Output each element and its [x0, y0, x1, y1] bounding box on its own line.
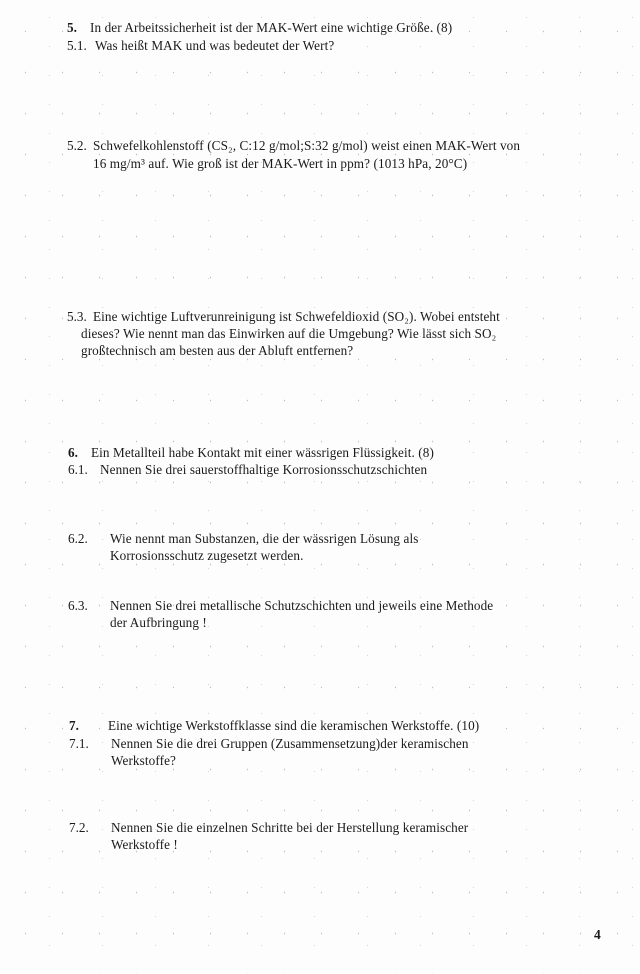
question-6-3-number: 6.3. [68, 598, 88, 613]
section-5-number: 5. [67, 20, 77, 35]
question-6-1-number: 6.1. [68, 462, 88, 477]
question-5-2-number: 5.2. [67, 138, 87, 153]
section-6-title: Ein Metallteil habe Kontakt mit einer wässrigen Flüssigkeit. (8) [91, 445, 434, 460]
question-6-1-text: Nennen Sie drei sauerstoffhaltige Korrosionsschutzschichten [100, 462, 428, 477]
page-number: 4 [594, 927, 601, 942]
question-7-1-line-2: Werkstoffe? [111, 753, 176, 768]
question-5-1-number: 5.1. [67, 38, 87, 53]
question-5-3-line-2: dieses? Wie nennt man das Einwirken auf die Umgebung? Wie lässt sich SO₂ [81, 326, 497, 341]
question-6-2-line-2: Korrosionsschutz zugesetzt werden. [110, 548, 304, 563]
question-5-1-text: Was heißt MAK und was bedeutet der Wert? [95, 38, 335, 53]
section-7-number: 7. [69, 718, 79, 733]
question-5-2-line-1: Schwefelkohlenstoff (CS₂, C:12 g/mol;S:32 g/mol) weist einen MAK-Wert von [93, 138, 521, 153]
question-7-2-number: 7.2. [69, 820, 89, 835]
question-5-3-number: 5.3. [67, 309, 87, 324]
question-5-2-line-2: 16 mg/m³ auf. Wie groß ist der MAK-Wert in ppm? (1013 hPa, 20°C) [93, 156, 468, 171]
question-5-3-line-3: großtechnisch am besten aus der Abluft entfernen? [81, 343, 354, 358]
question-6-3-line-2: der Aufbringung ! [110, 615, 207, 630]
question-7-2-line-1: Nennen Sie die einzelnen Schritte bei der Herstellung keramischer [111, 820, 469, 835]
section-5-title: In der Arbeitssicherheit ist der MAK-Wert eine wichtige Größe. (8) [90, 20, 453, 35]
question-6-2-line-1: Wie nennt man Substanzen, die der wässrigen Lösung als [110, 531, 419, 546]
question-7-1-line-1: Nennen Sie die drei Gruppen (Zusammensetzung)der keramischen [111, 736, 469, 751]
question-5-3-line-1: Eine wichtige Luftverunreinigung ist Schwefeldioxid (SO₂). Wobei entsteht [93, 309, 500, 324]
section-7-title: Eine wichtige Werkstoffklasse sind die keramischen Werkstoffe. (10) [108, 718, 480, 733]
question-6-2-number: 6.2. [68, 531, 88, 546]
question-6-3-line-1: Nennen Sie drei metallische Schutzschichten und jeweils eine Methode [110, 598, 494, 613]
section-6-number: 6. [68, 445, 78, 460]
question-7-2-line-2: Werkstoffe ! [111, 837, 178, 852]
question-7-1-number: 7.1. [69, 736, 89, 751]
